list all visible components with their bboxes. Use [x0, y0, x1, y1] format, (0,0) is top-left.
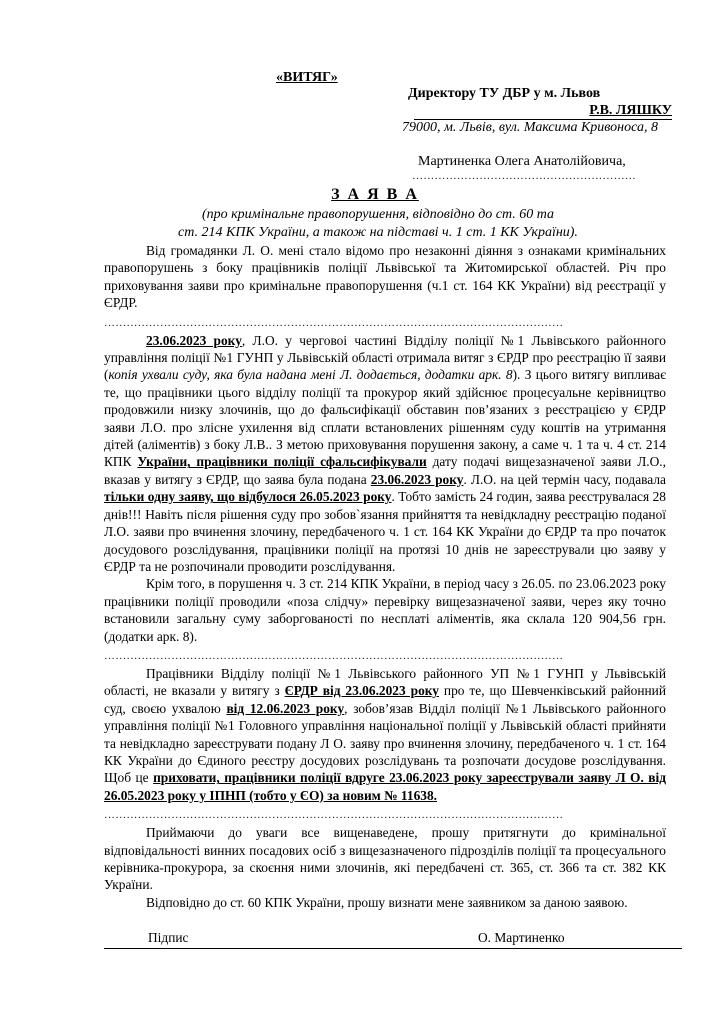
sender-name: Мартиненка Олега Анатолійовича,	[418, 154, 626, 169]
subtitle-line-1: (про кримінальне правопорушення, відповідно до ст. 60 та	[201, 207, 555, 222]
concealment-highlight: приховати, працівники поліції вдруге 23.06.2023 року зареєстрували заяву Л О. від 26.05.2023 року у ІПНП (тобто у ЄО) за новим № 11638.	[104, 770, 666, 803]
paragraph-intro: Від громадянки Л. О. мені стало відомо про незаконні діяння з ознаками кримінальних правопорушень з боку працівників поліції Львівської та Житомирської областей. Річ про приховування заяви про кримінальне правопорушення (ч.1 ст. 164 КК України) від реєстрації у ЄРДР.	[104, 243, 666, 311]
separator-1: ……………………………………………………………………………………………………………	[104, 316, 564, 329]
signature-name: О. Мартиненко	[478, 930, 565, 945]
erdr-date-highlight: ЄРДР від 23.06.2023 року	[284, 683, 439, 699]
addressee-name-line	[414, 103, 672, 120]
subtitle-line-2: ст. 214 КПК України, а також на підставі ч. 1 ст. 1 КК України).	[178, 225, 578, 240]
attachment-note: копія ухвали суду, яка була надана мені Л. додається, додатки арк. 8	[108, 367, 513, 383]
separator-2: ……………………………………………………………………………………………………………	[104, 649, 564, 662]
court-date-highlight: від 12.06.2023 року	[226, 700, 345, 716]
signature-label: Підпис	[148, 930, 189, 945]
sender-dots: ……………………………………………………	[412, 170, 636, 182]
document-body	[104, 242, 666, 911]
addressee-position: Директору ТУ ДБР у м. Львов	[408, 86, 601, 101]
date-highlight: 23.06.2023 року	[370, 471, 464, 487]
date-highlight: 23.06.2023 року	[146, 332, 242, 348]
paragraph-violation: Крім того, в порушення ч. 3 ст. 214 КПК України, в період часу з 26.05. по 23.06.2023 року працівники поліції проводили «поза слідчу» перевірку вищезазначеної заяви, через яку точно встановили загальну суму заборгованості по несплаті аліментів, яка склала 120 904,56 грн. (додатки арк. 8).	[104, 576, 666, 644]
addressee-address: 79000, м. Львів, вул. Максима Кривоноса, 8	[402, 120, 658, 135]
document-title: З А Я В А	[331, 186, 419, 203]
extract-label: «ВИТЯГ»	[276, 70, 338, 85]
falsification-highlight: України, працівники поліції сфальсифікували	[137, 454, 427, 470]
paragraph-court-order: Працівники Відділу поліції №1 Львівського районного УП №1 ГУНП у Львівській області, не вказали у витягу з ЄРДР від 23.06.2023 року про те, що Шевченківський районний суд, своєю ухвалою від 12.06.2023 року, зобов’язав Відділ поліції №1 Львівського районного управління поліції №1 Головного управління національної поліції у Львівській області прийняти та невідкладно зареєструвати подану Л О. заяву про вчинення злочину, передбаченого ч. 1 ст. 164 КК України до Єдиного реєстру досудових розслідувань та розпочати досудове розслідування. Щоб це приховати, працівники поліції вдруге 23.06.2023 року зареєстрували заяву Л О. від 26.05.2023 року у ІПНП (тобто у ЄО) за новим № 11638.	[104, 665, 666, 803]
separator-3: ……………………………………………………………………………………………………………	[104, 809, 564, 822]
signature-row	[104, 928, 682, 949]
paragraph-applicant: Відповідно до ст. 60 КПК України, прошу визнати мене заявником за даною заявою.	[146, 894, 628, 910]
paragraph-request: Приймаючи до уваги все вищенаведене, прошу притягнути до кримінальної відповідальності винних посадових осіб з вищезазначеного підрозділів поліції та процесуального керівника-прокурора, за скоєння ними злочинів, які передбачені ст. 365, ст. 366 та ст. 382 КК України.	[104, 825, 666, 893]
paragraph-extract: 23.06.2023 року, Л.О. у черговоі частині Відділу поліції №1 Львівського районного управління поліції №1 ГУНП у Львівській області отримала витяг з ЄРДР про реєстрацію її заяви (копія ухвали суду, яка була надана мені Л. додається, додатки арк. 8). З цього витягу випливає те, що працівники цього відділу поліції та прокурор який здійснює процесуальне керівництво продовжили низку злочинів, що до фальсифікації обставин пов’язаних з реєстрацією у ЄРДР заяви Л.О. про злісне ухилення від сплати встановлених рішенням суду коштів на утримання дітей (аліментів) з боку Л.В.. З метою приховування порушення закону, а саме ч. 1 та ч. 4 ст. 214 КПК України, працівники поліції сфальсифікували дату подачі вищезазначеної заяви Л.О., вказав у витягу з ЄРДР, що заява була подана 23.06.2023 року. Л.О. на цей термін часу, подавала тільки одну заяву, що відбулося 26.05.2023 року. Тобто замість 24 годин, заява реєструвалася 28 днів!!! Навіть після рішення суду про зобов`язання прийняття та невідкладну реєстрацію поданої Л.О. заяви про вчинення злочину, передбаченого ч. 1 ст. 164 КК України до ЄРДР та про початок досудового розслідування, працівники поліції на протязі 10 днів не зареєстрували цю заяву у ЄРДР та не розпочинали проводити розслідування.	[104, 332, 666, 574]
single-application-highlight: тільки одну заяву, що відбулося 26.05.2023 року	[104, 489, 392, 505]
addressee-name: Р.В. ЛЯШКУ	[589, 103, 672, 118]
document-subtitle	[0, 206, 724, 242]
